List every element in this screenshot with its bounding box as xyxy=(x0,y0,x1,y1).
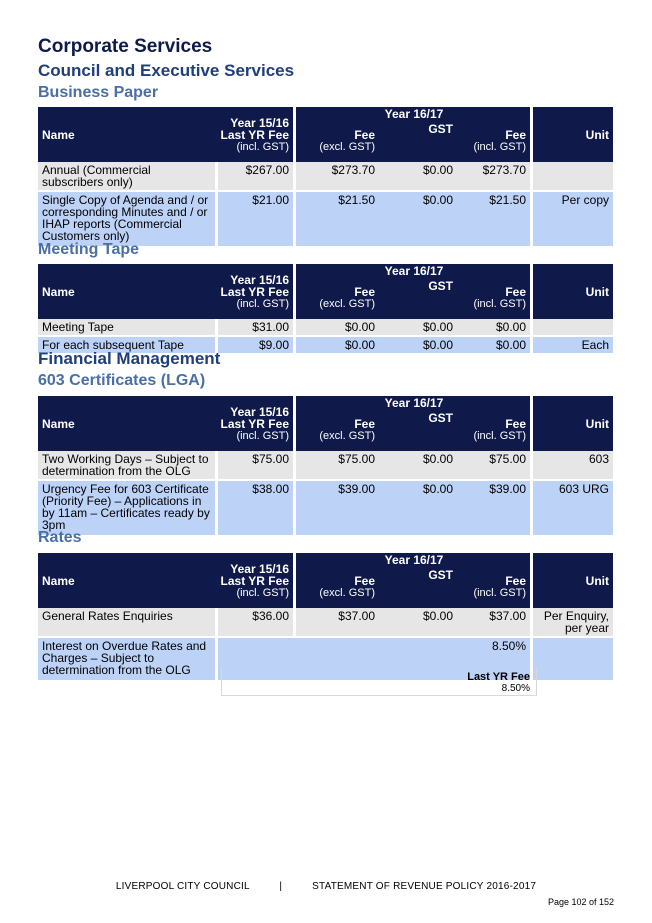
table-header-row xyxy=(38,396,613,451)
subsection-heading-certificates: 603 Certificates (LGA) xyxy=(38,372,206,389)
header-year-prev: Year 15/16 xyxy=(230,404,289,419)
column-header-unit: Unit xyxy=(533,396,613,451)
cell-name: Single Copy of Agenda and / or corresponding Minutes and / or IHAP reports (Commercial Customers only) xyxy=(38,192,215,248)
table-header-row xyxy=(38,553,613,608)
cell-unit xyxy=(533,319,613,337)
subsection-heading-rates: Rates xyxy=(38,529,82,546)
cell-gst: $0.00 xyxy=(379,337,457,355)
cell-fee-excl: $21.50 xyxy=(296,192,379,248)
column-header-fee-incl xyxy=(457,264,533,319)
last-year-fee-value: 8.50% xyxy=(501,683,530,694)
cell-unit xyxy=(533,162,613,192)
header-incl-gst: (incl. GST) xyxy=(236,297,289,310)
column-header-gst xyxy=(379,107,457,162)
header-fee: Fee xyxy=(354,285,375,299)
cell-gst: $0.00 xyxy=(379,319,457,337)
last-year-fee-label: Last YR Fee xyxy=(467,671,530,683)
column-header-unit: Unit xyxy=(533,107,613,162)
cell-gst: $0.00 xyxy=(379,608,457,638)
cell-name: Two Working Days – Subject to determination from the OLG xyxy=(38,451,215,481)
header-fee-incl: Fee xyxy=(505,417,526,431)
cell-gst: $0.00 xyxy=(379,451,457,481)
header-year-cur: Year 16/17 xyxy=(384,396,444,410)
column-header-name: Name xyxy=(38,553,215,608)
cell-fee-excl: $37.00 xyxy=(296,608,379,638)
header-year-cur: Year 16/17 xyxy=(384,264,444,278)
footer-doc-title: STATEMENT OF REVENUE POLICY 2016-2017 xyxy=(312,881,537,892)
column-header-last-yr-fee xyxy=(215,264,296,319)
header-incl-gst-2: (incl. GST) xyxy=(473,587,526,599)
fee-table-business-paper xyxy=(38,107,613,248)
table-row xyxy=(38,162,613,192)
column-header-gst xyxy=(379,396,457,451)
header-excl-gst: (excl. GST) xyxy=(319,141,375,153)
last-year-fee-box xyxy=(221,668,537,696)
cell-last-yr-fee: $9.00 xyxy=(215,337,296,355)
header-gst: GST xyxy=(428,567,453,582)
header-year-prev: Year 15/16 xyxy=(230,272,289,287)
table-header-row xyxy=(38,107,613,162)
column-header-gst xyxy=(379,553,457,608)
fee-table-certificates xyxy=(38,396,613,537)
table-row xyxy=(38,451,613,481)
fee-table-meeting-tape xyxy=(38,264,613,355)
header-incl-gst: (incl. GST) xyxy=(236,586,289,599)
cell-gst: $0.00 xyxy=(379,192,457,248)
header-fee: Fee xyxy=(354,574,375,588)
header-gst: GST xyxy=(428,121,453,136)
header-fee-incl: Fee xyxy=(505,574,526,588)
table-row xyxy=(38,319,613,337)
header-fee-incl: Fee xyxy=(505,128,526,142)
cell-fee-incl: $37.00 xyxy=(457,608,533,638)
header-incl-gst-2: (incl. GST) xyxy=(473,141,526,153)
cell-unit: Per copy xyxy=(533,192,613,248)
header-last-yr-fee: Last YR Fee xyxy=(220,416,289,431)
header-year-prev: Year 15/16 xyxy=(230,115,289,130)
cell-fee-excl: $0.00 xyxy=(296,337,379,355)
cell-gst: $0.00 xyxy=(379,162,457,192)
section-heading-financial: Financial Management xyxy=(38,349,221,368)
cell-fee-incl: $273.70 xyxy=(457,162,533,192)
column-header-last-yr-fee xyxy=(215,396,296,451)
header-incl-gst: (incl. GST) xyxy=(236,429,289,442)
column-header-fee-incl xyxy=(457,553,533,608)
cell-fee-incl: $21.50 xyxy=(457,192,533,248)
subsection-heading-business-paper: Business Paper xyxy=(38,84,159,101)
cell-name: Meeting Tape xyxy=(38,319,215,337)
column-header-name: Name xyxy=(38,396,215,451)
cell-last-yr-fee: $75.00 xyxy=(215,451,296,481)
column-header-name: Name xyxy=(38,107,215,162)
page-number: Page 102 of 152 xyxy=(547,897,614,907)
header-year-cur: Year 16/17 xyxy=(384,107,444,121)
cell-name: General Rates Enquiries xyxy=(38,608,215,638)
column-header-unit: Unit xyxy=(533,553,613,608)
table-row xyxy=(38,192,613,248)
header-excl-gst: (excl. GST) xyxy=(319,430,375,442)
cell-last-yr-fee: $21.00 xyxy=(215,192,296,248)
header-fee: Fee xyxy=(354,128,375,142)
cell-fee-excl: $75.00 xyxy=(296,451,379,481)
cell-fee-excl: $273.70 xyxy=(296,162,379,192)
header-fee-incl: Fee xyxy=(505,285,526,299)
cell-last-yr-fee: $267.00 xyxy=(215,162,296,192)
cell-fee-incl: $39.00 xyxy=(457,481,533,537)
cell-unit: Each xyxy=(533,337,613,355)
cell-fee-incl: $0.00 xyxy=(457,319,533,337)
cell-merged-rate: 8.50% xyxy=(215,638,533,682)
page-footer xyxy=(0,881,652,892)
column-header-name: Name xyxy=(38,264,215,319)
header-last-yr-fee: Last YR Fee xyxy=(220,573,289,588)
header-gst: GST xyxy=(428,278,453,293)
footer-divider: | xyxy=(279,881,283,892)
cell-name: Interest on Overdue Rates and Charges – Subject to determination from the OLG xyxy=(38,638,215,682)
column-header-last-yr-fee xyxy=(215,107,296,162)
page-title: Corporate Services xyxy=(38,36,213,57)
cell-fee-incl: $0.00 xyxy=(457,337,533,355)
cell-unit: Per Enquiry, per year xyxy=(533,608,613,638)
column-header-fee-incl xyxy=(457,107,533,162)
cell-gst: $0.00 xyxy=(379,481,457,537)
cell-name: Annual (Commercial subscribers only) xyxy=(38,162,215,192)
header-incl-gst-2: (incl. GST) xyxy=(473,298,526,310)
cell-fee-incl: $75.00 xyxy=(457,451,533,481)
header-fee: Fee xyxy=(354,417,375,431)
column-header-last-yr-fee xyxy=(215,553,296,608)
subsection-heading-meeting-tape: Meeting Tape xyxy=(38,241,140,258)
header-incl-gst: (incl. GST) xyxy=(236,140,289,153)
table-row xyxy=(38,481,613,537)
section-heading-council: Council and Executive Services xyxy=(38,61,295,80)
header-last-yr-fee: Last YR Fee xyxy=(220,127,289,142)
column-header-gst xyxy=(379,264,457,319)
footer-org: LIVERPOOL CITY COUNCIL xyxy=(115,881,250,892)
column-header-unit: Unit xyxy=(533,264,613,319)
header-incl-gst-2: (incl. GST) xyxy=(473,430,526,442)
column-header-fee-incl xyxy=(457,396,533,451)
cell-last-yr-fee: $38.00 xyxy=(215,481,296,537)
cell-unit: 603 xyxy=(533,451,613,481)
header-excl-gst: (excl. GST) xyxy=(319,298,375,310)
table-row xyxy=(38,608,613,638)
cell-fee-excl: $0.00 xyxy=(296,319,379,337)
header-gst: GST xyxy=(428,410,453,425)
header-excl-gst: (excl. GST) xyxy=(319,587,375,599)
cell-name: Urgency Fee for 603 Certificate (Priority Fee) – Applications in by 11am – Certificates ready by 3pm xyxy=(38,481,215,537)
cell-unit: 603 URG xyxy=(533,481,613,537)
header-year-cur: Year 16/17 xyxy=(384,553,444,567)
table-header-row xyxy=(38,264,613,319)
cell-last-yr-fee: $31.00 xyxy=(215,319,296,337)
cell-fee-excl: $39.00 xyxy=(296,481,379,537)
cell-unit xyxy=(533,638,613,682)
cell-name: For each subsequent Tape xyxy=(38,337,215,355)
fee-table-rates xyxy=(38,553,613,682)
cell-last-yr-fee: $36.00 xyxy=(215,608,296,638)
header-year-prev: Year 15/16 xyxy=(230,561,289,576)
header-last-yr-fee: Last YR Fee xyxy=(220,284,289,299)
